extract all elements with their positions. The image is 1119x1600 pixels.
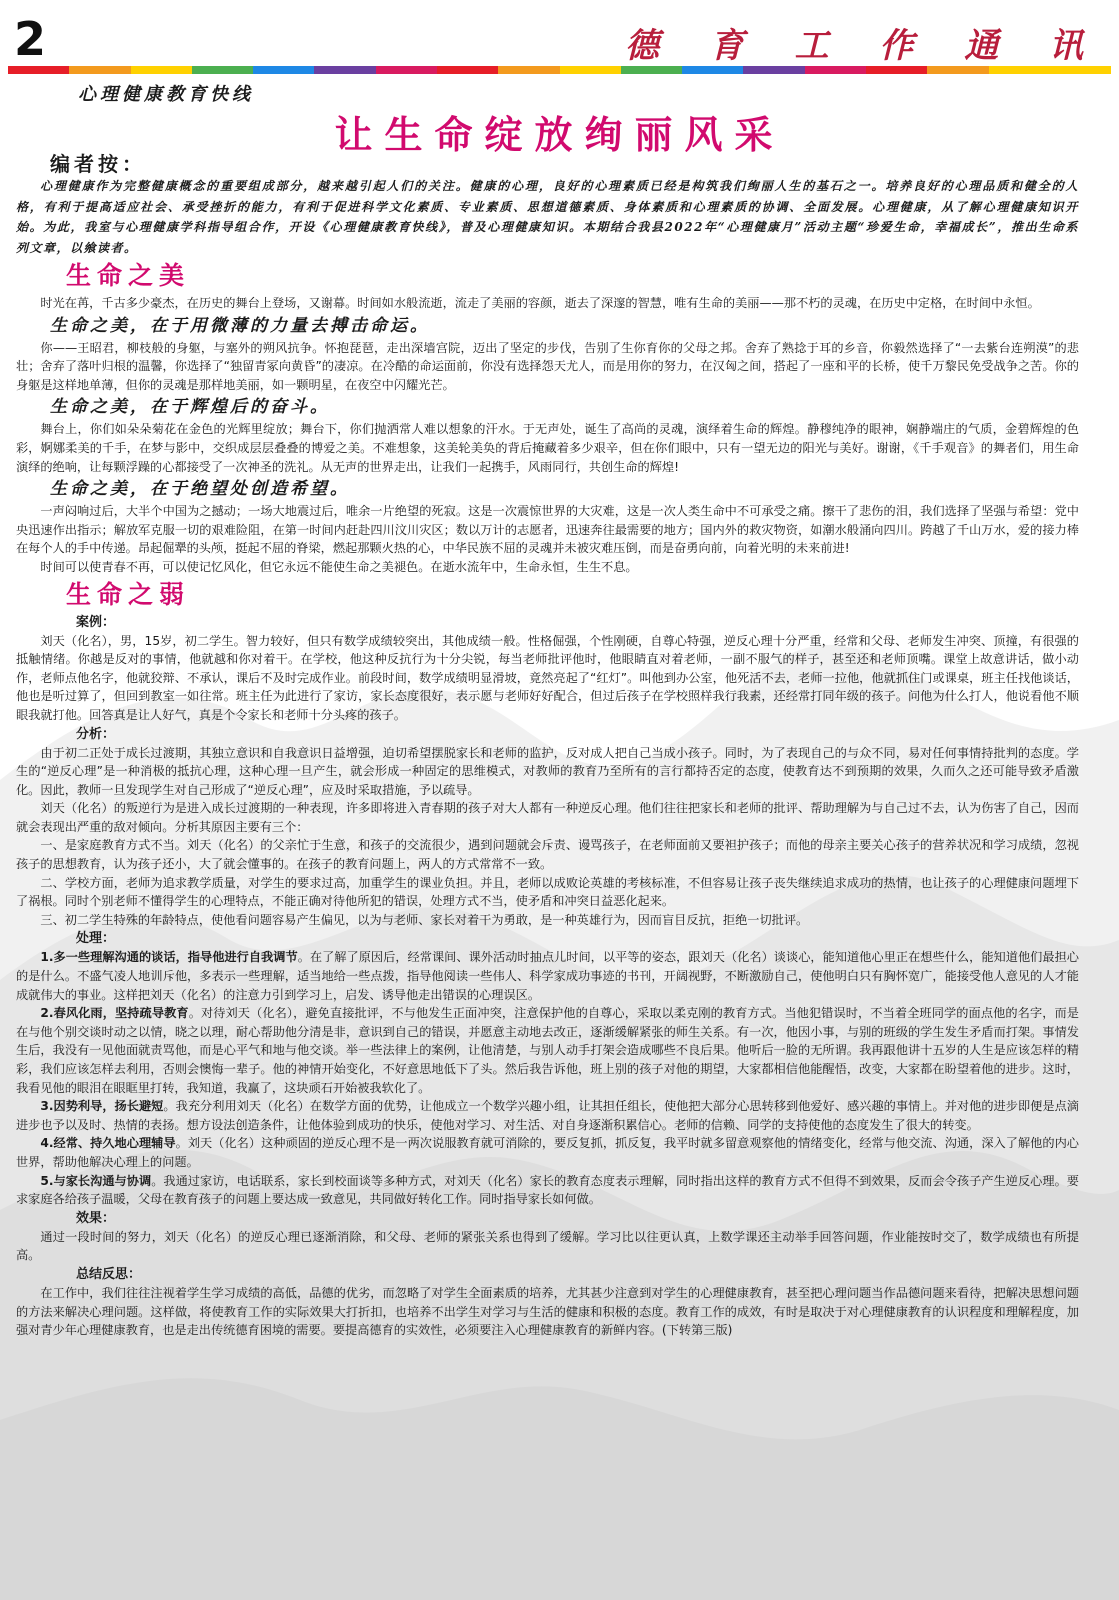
article-body [16, 176, 1079, 1340]
step-paragraph [16, 1004, 1079, 1097]
masthead-char: 讯 [1048, 26, 1085, 66]
effect-label: 效果： [76, 1210, 116, 1226]
color-stripe-segment [682, 66, 743, 74]
step-text: 。在了解了原因后，经常课间、课外活动时抽点儿时间，以平等的姿态，跟刘天（化名）谈谈心，能知道他心里正在想些什么，能知道他们最担心的是什么。不盛气凌人地训斥他，多表示一些理解，适当地给一些点拨，指导他阅读一些伟人、科学家成功事迹的书刊，开阔视野，不断激励自己，使他明白只有胸怀宽广，能接受他人意见的人才能成就伟大的事业。这样把刘天（化名）的注意力引到学习上，启发、诱导他走出错误的心理误区。 [16, 950, 1079, 1002]
step-paragraph [16, 948, 1079, 1004]
step-text: 。我通过家访，电话联系，家长到校面谈等多种方式，对刘天（化名）家长的教育态度表示理解，同时指出这样的教育方式不但得不到效果，反而会令孩子产生逆反心理。要求家庭各给孩子温暖，父母在教育孩子的问题上要达成一致意见，共同做好转化工作。同时指导家长如何做。 [16, 1173, 1079, 1207]
step-heading: 1.多一些理解沟通的谈话，指导他进行自我调节 [40, 950, 298, 965]
color-stripe-bar [8, 66, 1111, 74]
section-title-beauty: 生命之美 [66, 261, 191, 290]
subheading: 生命之美，在于绝望处创造希望。 [50, 479, 350, 500]
case-label: 案例： [76, 614, 116, 630]
step-text: 。我充分利用刘天（化名）在数学方面的优势，让他成立一个数学兴趣小组，让其担任组长，使他把大部分心思转移到他爱好、感兴趣的事情上。并对他的进步即便是点滴进步也予以及时、热情的表扬。想方设法创造条件，让他体验到成功的快乐，使他对学习、对生活、对自身逐渐积累信心。老师的信赖、同学的支持使他的态度发生了很大的转变。 [16, 1099, 1079, 1132]
paragraph: 你——王昭君，柳枝般的身躯，与塞外的朔风抗争。怀抱琵琶，走出深墙宫院，迈出了坚定的步伐，告别了生你育你的父母之邦。舍弃了熟捻于耳的乡音，你毅然选择了“一去紫台连朔漠”的悲壮；舍弃了落叶归根的温馨，你选择了“独留青冢向黄昏”的凄凉。在冷酷的命运面前，你没有选择怨天尤人，而是用你的努力，在汉匈之间，搭起了一座和平的长桥，使千万黎民免受战争之苦。你的身躯是这样地单薄，但你的灵魂是那样地美丽，如一颗明星，在夜空中闪耀光芒。 [16, 340, 1079, 392]
paragraph: 时光在苒，千古多少豪杰，在历史的舞台上登场，又谢幕。时间如水般流逝，流走了美丽的容颜，逝去了深邃的智慧，唯有生命的美丽——那不朽的灵魂，在历史中定格，在时间中永恒。 [40, 296, 1040, 310]
color-stripe-segment [866, 66, 927, 74]
handling-label: 处理： [76, 931, 116, 947]
paragraph: 刘天（化名），男，15岁，初二学生。智力较好，但只有数学成绩较突出，其他成绩一般。性格倔强，个性刚硬，自尊心特强，逆反心理十分严重，经常和父母、老师发生冲突、顶撞，有很强的抵触情绪。你越是反对的事情，他就越和你对着干。在学校，他这种反抗行为十分尖锐，每当老师批评他时，他眼睛直对着老师，一副不服气的样子，甚至还和老师顶嘴。课堂上故意讲话，做小动作，老师点他名字，他就狡辩、不承认，课后不及时完成作业。前段时间，数学成绩明显滑坡，竟然亮起了“红灯”。叫他到办公室，他死活不去，老师一拉他，他就抓住门或课桌，班主任找他谈话，他也是听过算了，但回到教室一如往常。班主任为此进行了家访，家长态度很好，表示愿与老师好好配合，但过后孩子在学校照样我行我素，还经常打同年级的孩子。问他为什么打人，他说看他不顺眼我就打他。回答真是让人好气，真是个令家长和老师十分头疼的孩子。 [16, 633, 1079, 722]
subheading: 生命之美，在于用微薄的力量去搏击命运。 [50, 315, 430, 336]
color-stripe-segment [989, 66, 1050, 74]
editor-note-label: 编者按： [50, 152, 146, 176]
color-stripe-segment [253, 66, 314, 74]
page-header [0, 0, 1119, 70]
step-paragraph [16, 1097, 1079, 1134]
masthead-char: 通 [964, 26, 1001, 66]
article-title: 让生命绽放绚丽风采 [334, 112, 785, 157]
paragraph: 通过一段时间的努力，刘天（化名）的逆反心理已逐渐消除，和父母、老师的紧张关系也得到了缓解。学习比以往更认真，上数学课还主动举手回答问题，作业能按时交了，数学成绩也有所提高。 [16, 1229, 1079, 1263]
paragraph: 一、是家庭教育方式不当。刘天（化名）的父亲忙于生意，和孩子的交流很少，遇到问题就会斥责、谩骂孩子，在老师面前又要袒护孩子；而他的母亲主要关心孩子的营养状况和学习成绩，忽视孩子的思想教育，认为孩子还小，大了就会懂事的。在孩子的教育问题上，两人的方式常常不一致。 [16, 838, 1079, 872]
color-stripe-segment [1050, 66, 1111, 74]
paragraph: 由于初二正处于成长过渡期，其独立意识和自我意识日益增强，迫切希望摆脱家长和老师的监护，反对成人把自己当成小孩子。同时，为了表现自己的与众不同，易对任何事情持批判的态度。学生的“逆反心理”是一种消极的抵抗心理，这种心理一旦产生，就会形成一种固定的思维模式，对教师的教育乃至所有的言行都持否定的态度，使教育达不到预期的效果，久而久之还可能导致矛盾激化。因此，教师一旦发现学生对自己形成了“逆反心理”，应及时采取措施，予以疏导。 [16, 745, 1079, 797]
step-heading: 5.与家长沟通与协调 [40, 1173, 152, 1188]
summary-label: 总结反思： [76, 1266, 142, 1282]
column-label: 心理健康教育快线 [78, 84, 254, 105]
paragraph: 一声闷响过后，大半个中国为之撼动；一场大地震过后，唯余一片绝望的死寂。这是一次震惊世界的大灾难，这是一次人类生命中不可承受之痛。擦干了悲伤的泪，我们选择了坚强与希望：党中央迅速作出指示；解放军克服一切的艰难险阻，在第一时间内赶赴四川汶川灾区；数以万计的志愿者，迅速奔往最需要的地方；国内外的救灾物资，如潮水般涌向四川。跨越了千山万水，爱的接力棒在每个人的手中传递。昂起倔犟的头颅，挺起不屈的脊梁，燃起那颗火热的心，中华民族不屈的灵魂并未被灾难压倒，而是奋勇向前，向着光明的未来前进! [16, 504, 1079, 556]
paragraph: 时间可以使青春不再，可以使记忆风化，但它永远不能使生命之美褪色。在逝水流年中，生命永恒，生生不息。 [40, 559, 638, 574]
masthead-char: 作 [879, 26, 916, 66]
masthead-title [625, 18, 1085, 67]
step-text: 。刘天（化名）这种顽固的逆反心理不是一两次说服教育就可消除的，要反复抓，抓反复，我平时就多留意观察他的情绪变化，经常与他交流、沟通，深入了解他的内心世界，帮助他解决心理上的问题。 [16, 1136, 1079, 1169]
color-stripe-segment [743, 66, 804, 74]
color-stripe-segment [131, 66, 192, 74]
masthead-char: 育 [709, 26, 746, 66]
color-stripe-segment [498, 66, 559, 74]
paragraph: 二、学校方面，老师为追求教学质量，对学生的要求过高，加重学生的课业负担。并且，老师以成败论英雄的考核标准，不但容易让孩子丧失继续追求成功的热情，也让孩子的心理健康问题埋下了祸根。同时个别老师不懂得学生的心理特点，不能正确对待他所犯的错误，处理方式不当，使矛盾和冲突日益恶化起来。 [16, 875, 1079, 909]
paragraph: 在工作中，我们往往注视着学生学习成绩的高低，品德的优劣，而忽略了对学生全面素质的培养，尤其甚少注意到对学生的心理健康教育，甚至把心理问题当作品德问题来看待，把解决思想问题的方法来解决心理问题。这样做，将使教育工作的实际效果大打折扣，也培养不出学生对学习与生活的健康和积极的态度。教育工作的成效，有时是取决于对心理健康教育的认识程度和理解程度，加强对青少年心理健康教育，也是走出传统德育困境的需要。要提高德育的实效性，必须要注入心理健康教育的新鲜内容。(下转第三版) [16, 1285, 1079, 1338]
step-text: 。对待刘天（化名），避免直接批评，不与他发生正面冲突，注意保护他的自尊心，采取以柔克刚的教育方式。当他犯错误时，不当着全班同学的面点他的名字，而是在与他个别交谈时动之以情，晓之以理，耐心帮助他分清是非，意识到自己的错误，并愿意主动地去改正，逐渐缓解紧张的师生关系。有一次，他因小事，与别的班级的学生发生矛盾而打架。事情发生后，我没有一见他面就责骂他，而是心平气和地与他交谈。举一些法律上的案例，让他清楚，与别人动手打架会造成哪些不良后果。他听后一脸的无所谓。我再跟他讲十五岁的人生是应该怎样的精彩，我们应该怎样去利用，否则会懊悔一辈子。他的神情开始变化，不好意思地低下了头。然后我告诉他，班上别的孩子对他的期望，大家都相信他能醒悟，改变，大家都在盼望着他的进步。这时，我看见他的眼泪在眼眶里打转，我知道，我赢了，这块顽石开始被我软化了。 [16, 1006, 1079, 1095]
section-title-weak: 生命之弱 [66, 579, 191, 609]
paragraph: 刘天（化名）的叛逆行为是进入成长过渡期的一种表现，许多即将进入青春期的孩子对大人都有一种逆反心理。他们往往把家长和老师的批评、帮助理解为与自己过不去，认为伤害了自己，因而就会表现出严重的敌对倾向。分析其原因主要有三个： [16, 801, 1079, 834]
color-stripe-segment [192, 66, 253, 74]
paragraph: 三、初二学生特殊的年龄特点，使他看问题容易产生偏见，以为与老师、家长对着干为勇敢，是一种英雄行为，因而盲目反抗，拒绝一切批评。 [40, 912, 809, 927]
step-paragraph [16, 1172, 1079, 1209]
color-stripe-segment [314, 66, 375, 74]
subheading: 生命之美，在于辉煌后的奋斗。 [50, 397, 330, 418]
step-paragraph [16, 1134, 1079, 1171]
editor-note-text: 心理健康作为完整健康概念的重要组成部分，越来越引起人们的关注。健康的心理，良好的心理素质已经是构筑我们绚丽人生的基石之一。培养良好的心理品质和健全的人格，有利于提高适应社会、承受挫折的能力，有利于促进科学文化素质、专业素质、思想道德素质、身体素质和心理素质的协调、全面发展。心理健康，从了解心理健康知识开始。为此，我室与心理健康学科指导组合作，开设《心理健康教育快线》，普及心理健康知识。本期结合我县2022年“心理健康月”活动主题“珍爱生命，幸福成长”，推出生命系列文章，以飨读者。 [16, 179, 1079, 255]
color-stripe-segment [376, 66, 437, 74]
color-stripe-segment [69, 66, 130, 74]
analysis-label: 分析： [76, 726, 116, 742]
masthead-char: 工 [794, 26, 831, 66]
page-number: 2 [14, 12, 47, 66]
color-stripe-segment [621, 66, 682, 74]
color-stripe-segment [437, 66, 498, 74]
color-stripe-segment [560, 66, 621, 74]
masthead-char: 德 [625, 26, 661, 66]
color-stripe-segment [927, 66, 988, 74]
step-heading: 2.春风化雨，坚持疏导教育 [40, 1006, 189, 1021]
color-stripe-segment [805, 66, 866, 74]
color-stripe-segment [8, 66, 69, 74]
step-heading: 4.经常、持久地心理辅导 [40, 1136, 176, 1151]
paragraph: 舞台上，你们如朵朵菊花在金色的光辉里绽放；舞台下，你们抛洒常人难以想象的汗水。于无声处，诞生了高尚的灵魂，演绎着生命的辉煌。静穆纯净的眼神，娴静端庄的气质，金碧辉煌的色彩，婀娜柔美的千手，在梦与影中，交织成层层叠叠的博爱之美。不难想象，这美轮美奂的背后掩藏着多少艰辛，但在你们眼中，只有一望无边的阳光与美好。谢谢，《千手观音》的舞者们，用生命演绎的绝响，让每颗浮躁的心都接受了一次神圣的洗礼。从无声的世界走出，让我们一起携手，风雨同行，共创生命的辉煌! [16, 422, 1079, 474]
step-heading: 3.因势利导，扬长避短 [40, 1099, 164, 1114]
